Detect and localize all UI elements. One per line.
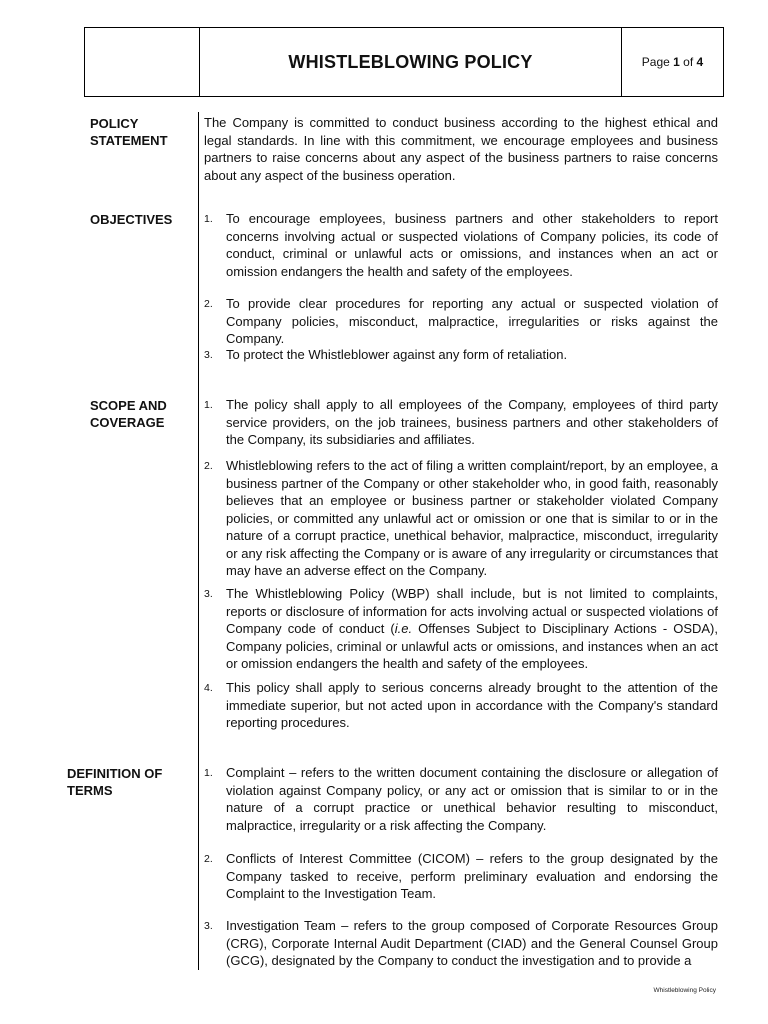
list-number: 1. [204,213,213,225]
list-number: 3. [204,588,213,600]
list-number: 4. [204,682,213,694]
list-text: Conflicts of Interest Committee (CICOM) – refers to the group designated by the Company tasked to receive, perform preliminary evaluation and endorsing the Complaint to the Investigation Team. [226,851,718,901]
list-text: To protect the Whistleblower against any form of retaliation. [226,347,568,362]
list-text: To provide clear procedures for reporting any actual or suspected violation of Company policies, misconduct, malpractice, irregularities or risks against the Company. [226,296,718,346]
header-title-cell [200,28,622,96]
document-header [84,27,724,97]
page-footer: Whistleblowing Policy [653,987,716,994]
list-text: Whistleblowing refers to the act of filing a written complaint/report, by an employee, a business partner of the Company or other stakeholder who, in good faith, reasonably believes that an employee or business partner or stakeholder violated Company policies, or committed any unlawful act or omission or one that is similar to or in the nature of a corrupt practice, unethical behavior, malpractice, misconduct, irregularity or any risk affecting the Company or is aware of any irregularity or circumstances that may have an adverse effect on the Company. [226,458,718,578]
list-text: To encourage employees, business partners and other stakeholders to report concerns involving actual or suspected violations of Company policies, its code of conduct, criminal or unlawful acts or omissions, and instances when an act or omission endangers the health and safety of the employees. [226,211,718,279]
list-number: 1. [204,399,213,411]
section-label-policy-statement: POLICY STATEMENT [90,116,168,148]
list-text: The policy shall apply to all employees of the Company, employees of third party service providers, on the job trainees, business partners and other stakeholders of the Company, its subsidiaries and affiliates. [226,397,718,447]
list-text: Complaint – refers to the written document containing the disclosure or allegation of violation against Company policy, or any act or omission that is similar to or in the nature of a corrupt practice or unethical behavior resulting to misconduct, malpractice, irregularity or a risk affecting the Company. [226,765,718,833]
list-item [204,210,718,280]
list-text-part: Offenses Subject to Disciplinary Actions - OSDA), Company policies, criminal or unlawful acts or omissions, and instances when an act or omission endangers the health and safety of the employees. [226,621,718,671]
header-logo-cell [85,28,200,96]
document-title: WHISTLEBLOWING POLICY [288,51,533,72]
page-current: 1 [673,55,680,69]
list-item [204,585,718,673]
list-item [204,295,718,348]
list-number: 2. [204,853,213,865]
list-number: 2. [204,298,213,310]
column-divider [198,112,199,970]
list-text-italic: i.e. [394,621,413,636]
list-item [204,457,718,580]
list-number: 1. [204,767,213,779]
policy-statement-text: The Company is committed to conduct business according to the highest ethical and legal standards. In line with this commitment, we encourage employees and business partners to raise concerns about any aspect of the business partners to raise concerns about any aspect of the business operation. [204,115,718,183]
list-item [204,917,718,970]
list-number: 3. [204,920,213,932]
list-item [204,850,718,903]
list-text: Investigation Team – refers to the group composed of Corporate Resources Group (CRG), Corporate Internal Audit Department (CIAD) and the General Counsel Group (GCG), designated by the Company to conduct the investigation and to provide a [226,918,718,968]
section-label-scope: SCOPE AND COVERAGE [90,398,167,430]
page-total: 4 [696,55,704,69]
section-label-objectives: OBJECTIVES [90,212,173,227]
list-number: 3. [204,349,213,361]
list-number: 2. [204,460,213,472]
list-item [204,346,718,365]
section-label-definitions: DEFINITION OF TERMS [67,766,163,798]
page-of: of [683,55,694,69]
page-prefix: Page [641,55,670,69]
list-item [204,764,718,834]
list-text [226,585,718,673]
page-indicator [622,28,723,96]
list-item [204,679,718,732]
list-text: This policy shall apply to serious concerns already brought to the attention of the immediate superior, but not acted upon in accordance with the Company's standard reporting procedures. [226,680,718,730]
list-text-part: The Whistleblowing Policy (WBP) shall include, but is not limited to complaints, reports or disclosure of information for acts involving actual or suspected violations of Company code of conduct ( [226,586,718,636]
list-item [204,396,718,449]
